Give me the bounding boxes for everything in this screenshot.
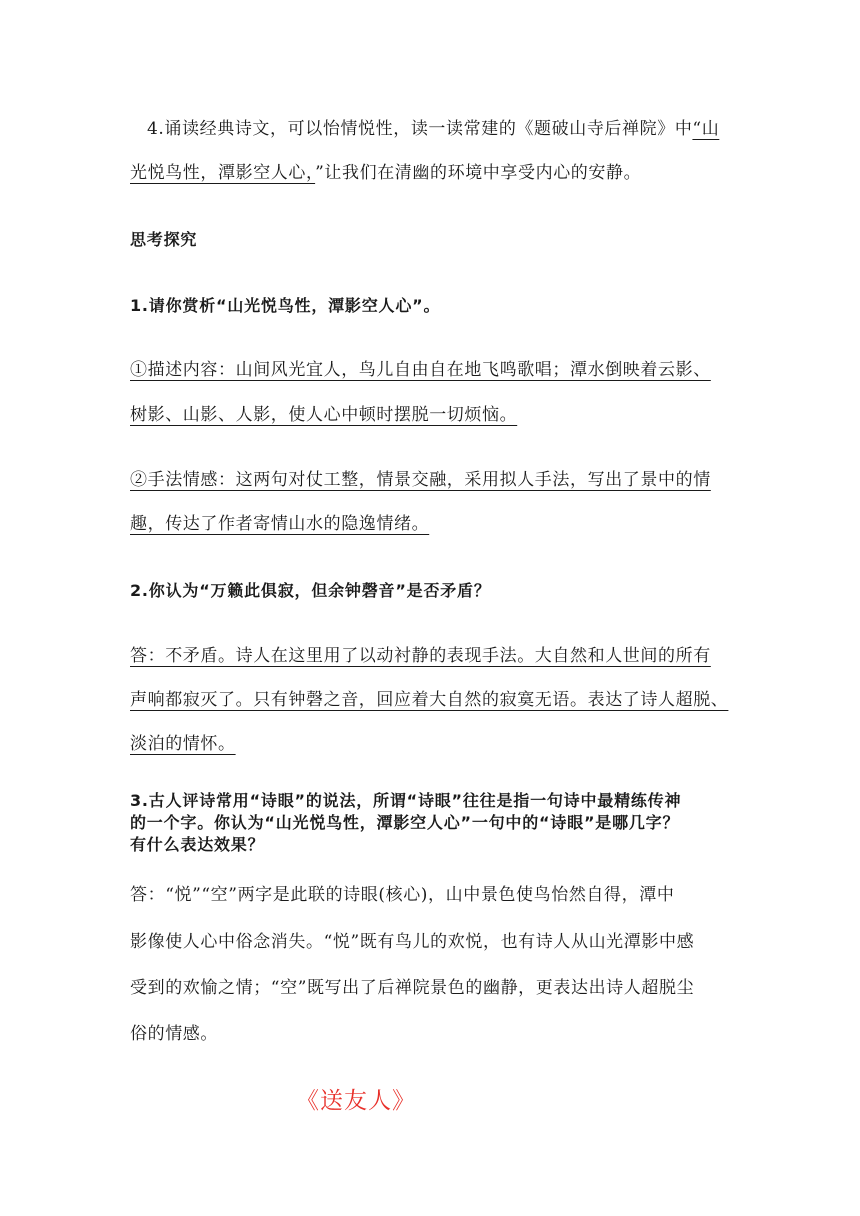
answer-3-line-3: 受到的欢愉之情；“空”既写出了后禅院景色的幽静，更表达出诗人超脱尘: [130, 978, 695, 998]
question-3-line-3: 有什么表达效果？: [130, 835, 265, 854]
section-heading: 思考探究: [130, 230, 198, 249]
answer-3-line-4: 俗的情感。: [130, 1024, 218, 1044]
intro-line-1: [147, 117, 719, 141]
answer-3-line-1: 答：“悦”“空”两字是此联的诗眼(核心)，山中景色使鸟怡然自得，潭中: [130, 885, 675, 905]
answer-1-point-1-line-1: ①描述内容：山间风光宜人，鸟儿自由自在地飞鸣歌唱；潭水倒映着云影、: [130, 360, 711, 380]
intro-quote: 光悦鸟性，潭影空人心，: [130, 163, 316, 183]
answer-2-line-3: 淡泊的情怀。: [130, 734, 236, 754]
answer-2-line-1: 答：不矛盾。诗人在这里用了以动衬静的表现手法。大自然和人世间的所有: [130, 646, 711, 666]
intro-text-end: ”让我们在清幽的环境中享受内心的安静。: [315, 163, 642, 183]
answer-1-point-2-line-1: ②手法情感：这两句对仗工整，情景交融，采用拟人手法，写出了景中的情: [130, 470, 711, 490]
poem-title: 《送友人》: [296, 1088, 416, 1114]
answer-1-point-2-line-2: 趣，传达了作者寄情山水的隐逸情绪。: [130, 514, 430, 534]
answer-1-point-1-line-2: 树影、山影、人影，使人心中顿时摆脱一切烦恼。: [130, 405, 518, 425]
answer-3-line-2: 影像使人心中俗念消失。“悦”既有鸟儿的欢悦，也有诗人从山光潭影中感: [130, 932, 695, 952]
answer-2-line-2: 声响都寂灭了。只有钟磬之音，回应着大自然的寂寞无语。表达了诗人超脱、: [130, 690, 729, 710]
question-2: 2.你认为“万籁此俱寂，但余钟磬音”是否矛盾？: [130, 581, 491, 600]
intro-quote-start: “山: [692, 119, 720, 139]
intro-text: 4.诵读经典诗文，可以怡情悦性，读一读常建的《题破山寺后禅院》中: [147, 119, 693, 139]
question-1: 1.请你赏析“山光悦鸟性，潭影空人心”。: [130, 296, 441, 315]
question-3-line-2: 的一个字。你认为“山光悦鸟性，潭影空人心”一句中的“诗眼”是哪几字？: [130, 813, 680, 832]
intro-line-2: [130, 161, 641, 185]
question-3-line-1: 3.古人评诗常用“诗眼”的说法，所谓“诗眼”往往是指一句诗中最精练传神: [130, 791, 682, 810]
